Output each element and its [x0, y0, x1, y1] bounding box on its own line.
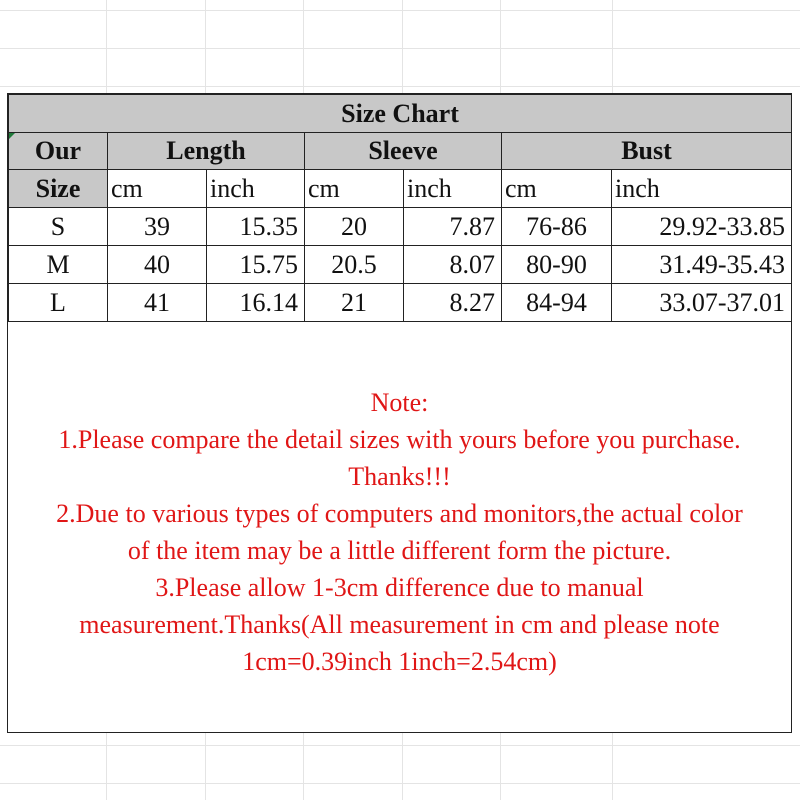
length-inch-cell: 15.75 [207, 246, 305, 284]
header-row [9, 133, 792, 170]
table-row [9, 208, 792, 246]
length-cm-cell: 41 [108, 284, 207, 322]
sleeve-cm-cell: 20.5 [305, 246, 404, 284]
unit-sleeve-cm: cm [305, 170, 404, 208]
note-heading: Note: [370, 388, 429, 417]
size-chart-table [8, 94, 792, 322]
table-title: Size Chart [9, 95, 792, 133]
sheet-gridline [0, 745, 800, 746]
sleeve-inch-cell: 7.87 [404, 208, 502, 246]
header-our: Our [9, 133, 108, 170]
note-line: 3.Please allow 1-3cm difference due to manual [155, 573, 644, 602]
unit-row [9, 170, 792, 208]
unit-length-inch: inch [207, 170, 305, 208]
sheet-gridline [0, 783, 800, 784]
table-row [9, 246, 792, 284]
bust-inch-cell: 31.49-35.43 [612, 246, 792, 284]
size-cell: M [9, 246, 108, 284]
table-title-row [9, 95, 792, 133]
size-cell: L [9, 284, 108, 322]
sleeve-inch-cell: 8.27 [404, 284, 502, 322]
size-note [8, 384, 791, 680]
note-line: 2.Due to various types of computers and monitors,the actual color [56, 499, 743, 528]
note-line: of the item may be a little different form the picture. [127, 536, 672, 565]
length-cm-cell: 39 [108, 208, 207, 246]
unit-bust-cm: cm [502, 170, 612, 208]
header-sleeve: Sleeve [305, 133, 502, 170]
sheet-gridline [0, 10, 800, 11]
note-line: measurement.Thanks(All measurement in cm and please note [79, 610, 720, 639]
note-line: 1.Please compare the detail sizes with yours before you purchase. [58, 425, 741, 454]
header-bust: Bust [502, 133, 792, 170]
sheet-gridline [0, 48, 800, 49]
sleeve-cm-cell: 20 [305, 208, 404, 246]
size-chart-sheet [7, 93, 792, 733]
note-line: Thanks!!! [348, 462, 451, 491]
length-cm-cell: 40 [108, 246, 207, 284]
size-cell: S [9, 208, 108, 246]
unit-bust-inch: inch [612, 170, 792, 208]
header-length: Length [108, 133, 305, 170]
bust-cm-cell: 84-94 [502, 284, 612, 322]
table-row [9, 284, 792, 322]
length-inch-cell: 15.35 [207, 208, 305, 246]
bust-inch-cell: 33.07-37.01 [612, 284, 792, 322]
unit-sleeve-inch: inch [404, 170, 502, 208]
sleeve-inch-cell: 8.07 [404, 246, 502, 284]
sleeve-cm-cell: 21 [305, 284, 404, 322]
bust-inch-cell: 29.92-33.85 [612, 208, 792, 246]
length-inch-cell: 16.14 [207, 284, 305, 322]
note-line: 1cm=0.39inch 1inch=2.54cm) [242, 647, 557, 676]
unit-length-cm: cm [108, 170, 207, 208]
header-size: Size [9, 170, 108, 208]
bust-cm-cell: 80-90 [502, 246, 612, 284]
sheet-gridline [0, 86, 800, 87]
bust-cm-cell: 76-86 [502, 208, 612, 246]
